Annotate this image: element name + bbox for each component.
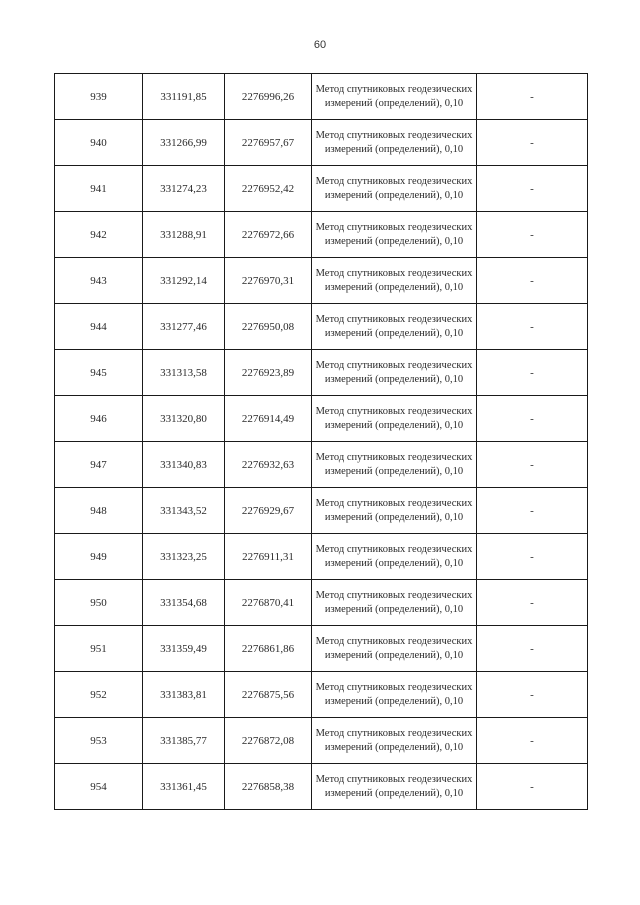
y-coordinate-cell: 2276923,89 bbox=[225, 350, 312, 396]
note-cell: - bbox=[477, 672, 588, 718]
point-number-cell: 944 bbox=[55, 304, 143, 350]
table-row bbox=[55, 718, 588, 764]
point-number-cell: 939 bbox=[55, 74, 143, 120]
point-number-cell: 952 bbox=[55, 672, 143, 718]
y-coordinate-cell: 2276950,08 bbox=[225, 304, 312, 350]
table-row bbox=[55, 534, 588, 580]
point-number-cell: 950 bbox=[55, 580, 143, 626]
method-cell: Метод спутниковых геодезических измерений (определений), 0,10 bbox=[312, 350, 477, 396]
method-cell: Метод спутниковых геодезических измерений (определений), 0,10 bbox=[312, 74, 477, 120]
x-coordinate-cell: 331323,25 bbox=[143, 534, 225, 580]
note-cell: - bbox=[477, 258, 588, 304]
y-coordinate-cell: 2276929,67 bbox=[225, 488, 312, 534]
x-coordinate-cell: 331354,68 bbox=[143, 580, 225, 626]
y-coordinate-cell: 2276911,31 bbox=[225, 534, 312, 580]
note-cell: - bbox=[477, 626, 588, 672]
table-row bbox=[55, 350, 588, 396]
method-cell: Метод спутниковых геодезических измерений (определений), 0,10 bbox=[312, 166, 477, 212]
method-cell: Метод спутниковых геодезических измерений (определений), 0,10 bbox=[312, 442, 477, 488]
coordinates-table-body bbox=[55, 74, 588, 810]
point-number-cell: 945 bbox=[55, 350, 143, 396]
method-cell: Метод спутниковых геодезических измерений (определений), 0,10 bbox=[312, 396, 477, 442]
note-cell: - bbox=[477, 488, 588, 534]
coordinates-table bbox=[54, 73, 588, 810]
table-row bbox=[55, 304, 588, 350]
table-row bbox=[55, 258, 588, 304]
table-row bbox=[55, 120, 588, 166]
x-coordinate-cell: 331320,80 bbox=[143, 396, 225, 442]
x-coordinate-cell: 331385,77 bbox=[143, 718, 225, 764]
method-cell: Метод спутниковых геодезических измерений (определений), 0,10 bbox=[312, 580, 477, 626]
x-coordinate-cell: 331274,23 bbox=[143, 166, 225, 212]
y-coordinate-cell: 2276957,67 bbox=[225, 120, 312, 166]
note-cell: - bbox=[477, 396, 588, 442]
note-cell: - bbox=[477, 120, 588, 166]
method-cell: Метод спутниковых геодезических измерений (определений), 0,10 bbox=[312, 120, 477, 166]
table-row bbox=[55, 166, 588, 212]
note-cell: - bbox=[477, 166, 588, 212]
y-coordinate-cell: 2276872,08 bbox=[225, 718, 312, 764]
table-row bbox=[55, 396, 588, 442]
method-cell: Метод спутниковых геодезических измерений (определений), 0,10 bbox=[312, 212, 477, 258]
y-coordinate-cell: 2276875,56 bbox=[225, 672, 312, 718]
y-coordinate-cell: 2276914,49 bbox=[225, 396, 312, 442]
y-coordinate-cell: 2276970,31 bbox=[225, 258, 312, 304]
x-coordinate-cell: 331359,49 bbox=[143, 626, 225, 672]
x-coordinate-cell: 331288,91 bbox=[143, 212, 225, 258]
y-coordinate-cell: 2276996,26 bbox=[225, 74, 312, 120]
x-coordinate-cell: 331313,58 bbox=[143, 350, 225, 396]
y-coordinate-cell: 2276858,38 bbox=[225, 764, 312, 810]
table-row bbox=[55, 580, 588, 626]
table-row bbox=[55, 764, 588, 810]
method-cell: Метод спутниковых геодезических измерений (определений), 0,10 bbox=[312, 718, 477, 764]
table-row bbox=[55, 488, 588, 534]
x-coordinate-cell: 331292,14 bbox=[143, 258, 225, 304]
y-coordinate-cell: 2276932,63 bbox=[225, 442, 312, 488]
point-number-cell: 940 bbox=[55, 120, 143, 166]
table-row bbox=[55, 74, 588, 120]
point-number-cell: 943 bbox=[55, 258, 143, 304]
point-number-cell: 941 bbox=[55, 166, 143, 212]
point-number-cell: 954 bbox=[55, 764, 143, 810]
x-coordinate-cell: 331383,81 bbox=[143, 672, 225, 718]
x-coordinate-cell: 331277,46 bbox=[143, 304, 225, 350]
point-number-cell: 953 bbox=[55, 718, 143, 764]
method-cell: Метод спутниковых геодезических измерений (определений), 0,10 bbox=[312, 672, 477, 718]
table-row bbox=[55, 672, 588, 718]
method-cell: Метод спутниковых геодезических измерений (определений), 0,10 bbox=[312, 488, 477, 534]
note-cell: - bbox=[477, 212, 588, 258]
table-row bbox=[55, 626, 588, 672]
note-cell: - bbox=[477, 304, 588, 350]
method-cell: Метод спутниковых геодезических измерений (определений), 0,10 bbox=[312, 534, 477, 580]
point-number-cell: 951 bbox=[55, 626, 143, 672]
note-cell: - bbox=[477, 764, 588, 810]
point-number-cell: 949 bbox=[55, 534, 143, 580]
table-row bbox=[55, 212, 588, 258]
point-number-cell: 947 bbox=[55, 442, 143, 488]
method-cell: Метод спутниковых геодезических измерений (определений), 0,10 bbox=[312, 304, 477, 350]
y-coordinate-cell: 2276861,86 bbox=[225, 626, 312, 672]
point-number-cell: 942 bbox=[55, 212, 143, 258]
note-cell: - bbox=[477, 534, 588, 580]
y-coordinate-cell: 2276952,42 bbox=[225, 166, 312, 212]
y-coordinate-cell: 2276972,66 bbox=[225, 212, 312, 258]
y-coordinate-cell: 2276870,41 bbox=[225, 580, 312, 626]
x-coordinate-cell: 331266,99 bbox=[143, 120, 225, 166]
method-cell: Метод спутниковых геодезических измерений (определений), 0,10 bbox=[312, 626, 477, 672]
point-number-cell: 948 bbox=[55, 488, 143, 534]
table-row bbox=[55, 442, 588, 488]
point-number-cell: 946 bbox=[55, 396, 143, 442]
method-cell: Метод спутниковых геодезических измерений (определений), 0,10 bbox=[312, 258, 477, 304]
note-cell: - bbox=[477, 74, 588, 120]
note-cell: - bbox=[477, 350, 588, 396]
x-coordinate-cell: 331191,85 bbox=[143, 74, 225, 120]
method-cell: Метод спутниковых геодезических измерений (определений), 0,10 bbox=[312, 764, 477, 810]
x-coordinate-cell: 331343,52 bbox=[143, 488, 225, 534]
x-coordinate-cell: 331361,45 bbox=[143, 764, 225, 810]
note-cell: - bbox=[477, 442, 588, 488]
note-cell: - bbox=[477, 580, 588, 626]
page-number: 60 bbox=[313, 39, 327, 51]
note-cell: - bbox=[477, 718, 588, 764]
x-coordinate-cell: 331340,83 bbox=[143, 442, 225, 488]
